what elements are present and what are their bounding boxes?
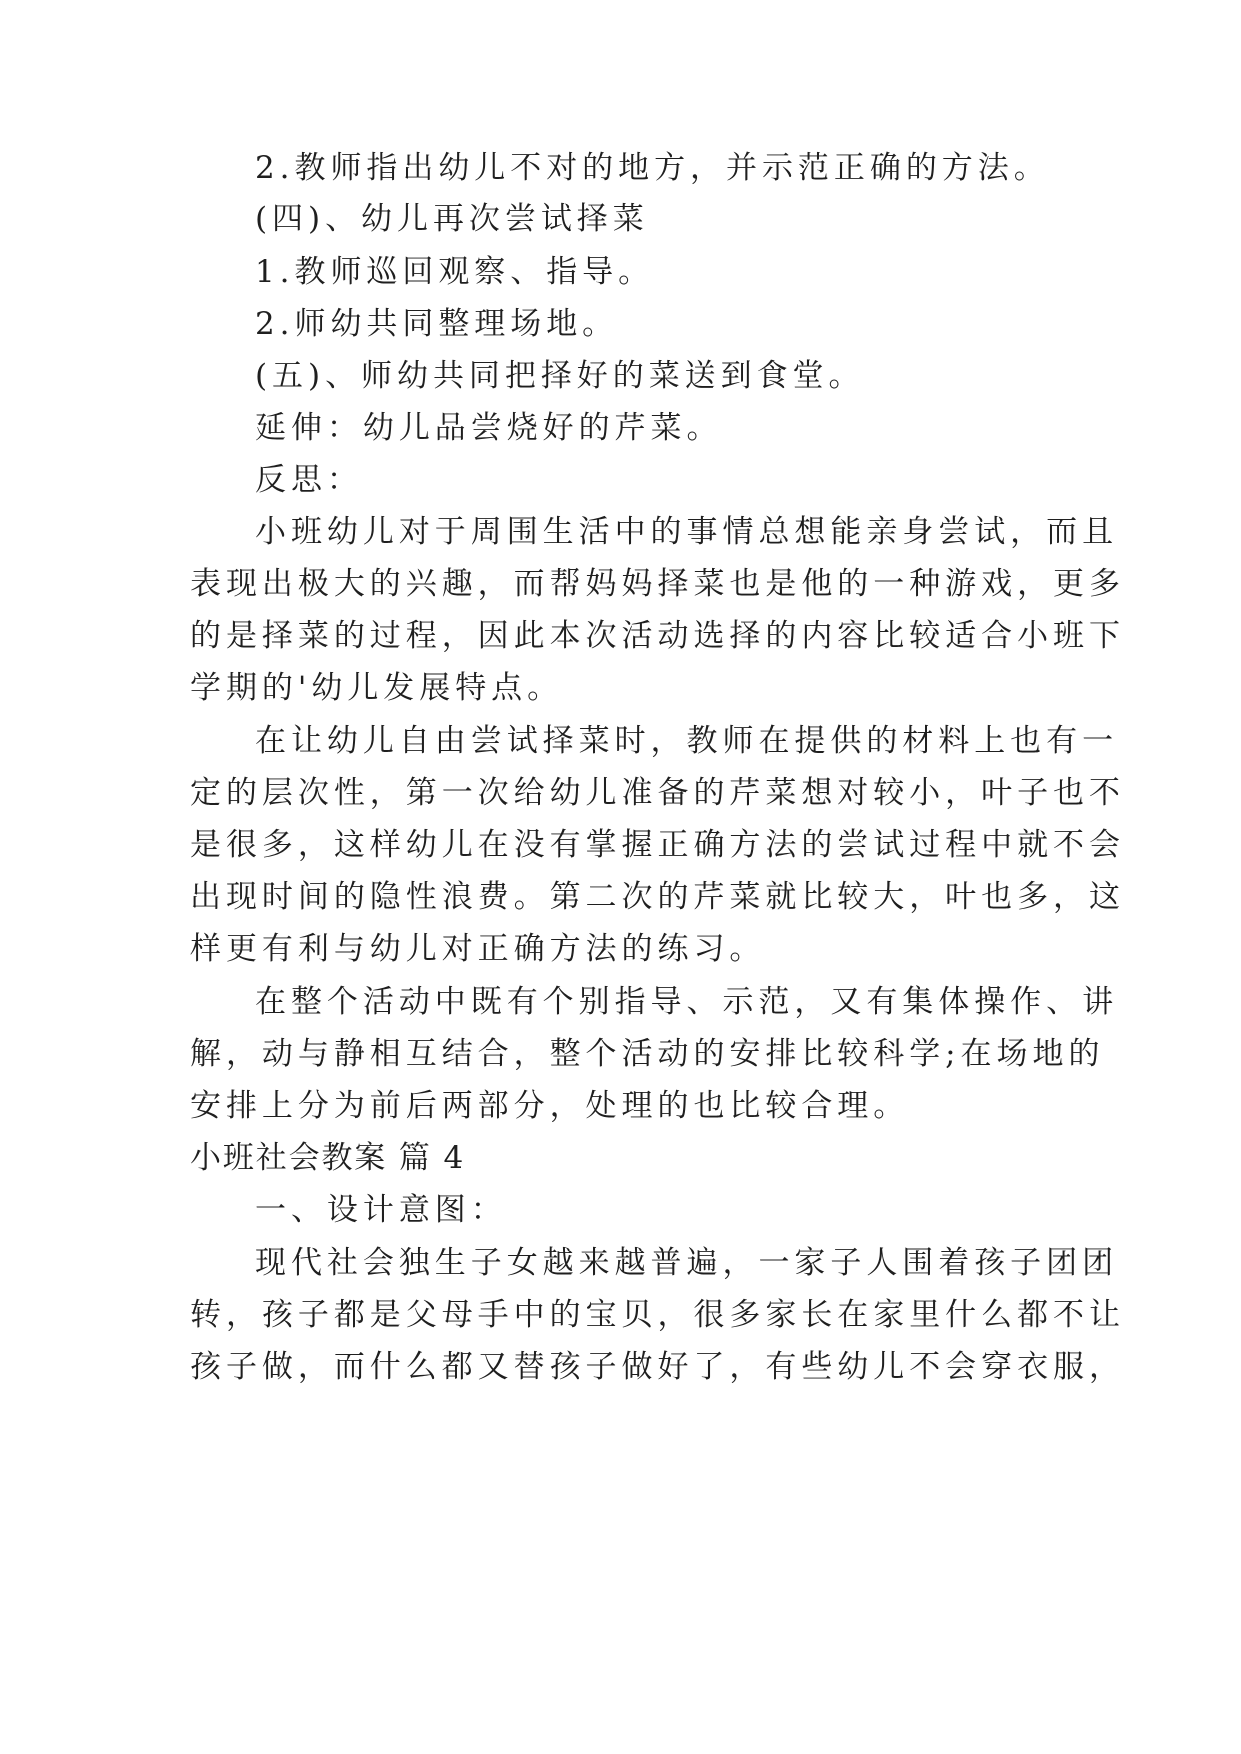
design-intent-line-1: 现代社会独生子女越来越普遍，一家子人围着孩子团团 (255, 1245, 1119, 1281)
step-teacher-observes: 1.教师巡回观察、指导。 (255, 254, 655, 290)
reflection-paragraph-1-line-1: 小班幼儿对于周围生活中的事情总想能亲身尝试，而且 (255, 514, 1119, 550)
reflection-paragraph-3-line-3: 安排上分为前后两部分，处理的也比较合理。 (190, 1088, 910, 1124)
section-four-heading: (四)、幼儿再次尝试择菜 (255, 201, 649, 237)
reflection-paragraph-2-line-1: 在让幼儿自由尝试择菜时，教师在提供的材料上也有一 (255, 723, 1119, 759)
section-five-heading: (五)、师幼共同把择好的菜送到食堂。 (255, 358, 865, 394)
reflection-paragraph-1-line-3: 的是择菜的过程，因此本次活动选择的内容比较适合小班下 (190, 618, 1125, 654)
reflection-paragraph-2-line-5: 样更有利与幼儿对正确方法的练习。 (190, 931, 766, 967)
reflection-paragraph-3-line-2: 解，动与静相互结合，整个活动的安排比较科学;在场地的 (190, 1036, 1105, 1072)
reflection-paragraph-2-line-2: 定的层次性，第一次给幼儿准备的芹菜想对较小，叶子也不 (190, 775, 1125, 811)
design-intent-line-3: 孩子做，而什么都又替孩子做好了，有些幼儿不会穿衣服， (190, 1349, 1125, 1385)
step-teacher-points-out: 2.教师指出幼儿不对的地方，并示范正确的方法。 (255, 150, 1050, 186)
reflection-paragraph-1-line-2: 表现出极大的兴趣，而帮妈妈择菜也是他的一种游戏，更多 (190, 566, 1125, 602)
extension-line: 延伸：幼儿品尝烧好的芹菜。 (255, 410, 723, 446)
reflection-paragraph-1-line-4: 学期的'幼儿发展特点。 (190, 670, 564, 706)
design-intent-line-2: 转，孩子都是父母手中的宝贝，很多家长在家里什么都不让 (190, 1297, 1125, 1333)
reflection-paragraph-3-line-1: 在整个活动中既有个别指导、示范，又有集体操作、讲 (255, 984, 1119, 1020)
reflection-paragraph-2-line-4: 出现时间的隐性浪费。第二次的芹菜就比较大，叶也多，这 (190, 879, 1125, 915)
design-intent-heading: 一、设计意图： (255, 1192, 507, 1228)
reflection-label: 反思： (255, 462, 363, 498)
reflection-paragraph-2-line-3: 是很多，这样幼儿在没有掌握正确方法的尝试过程中就不会 (190, 827, 1125, 863)
step-tidy-up: 2.师幼共同整理场地。 (255, 306, 619, 342)
lesson-plan-title: 小班社会教案 篇 4 (190, 1140, 466, 1176)
